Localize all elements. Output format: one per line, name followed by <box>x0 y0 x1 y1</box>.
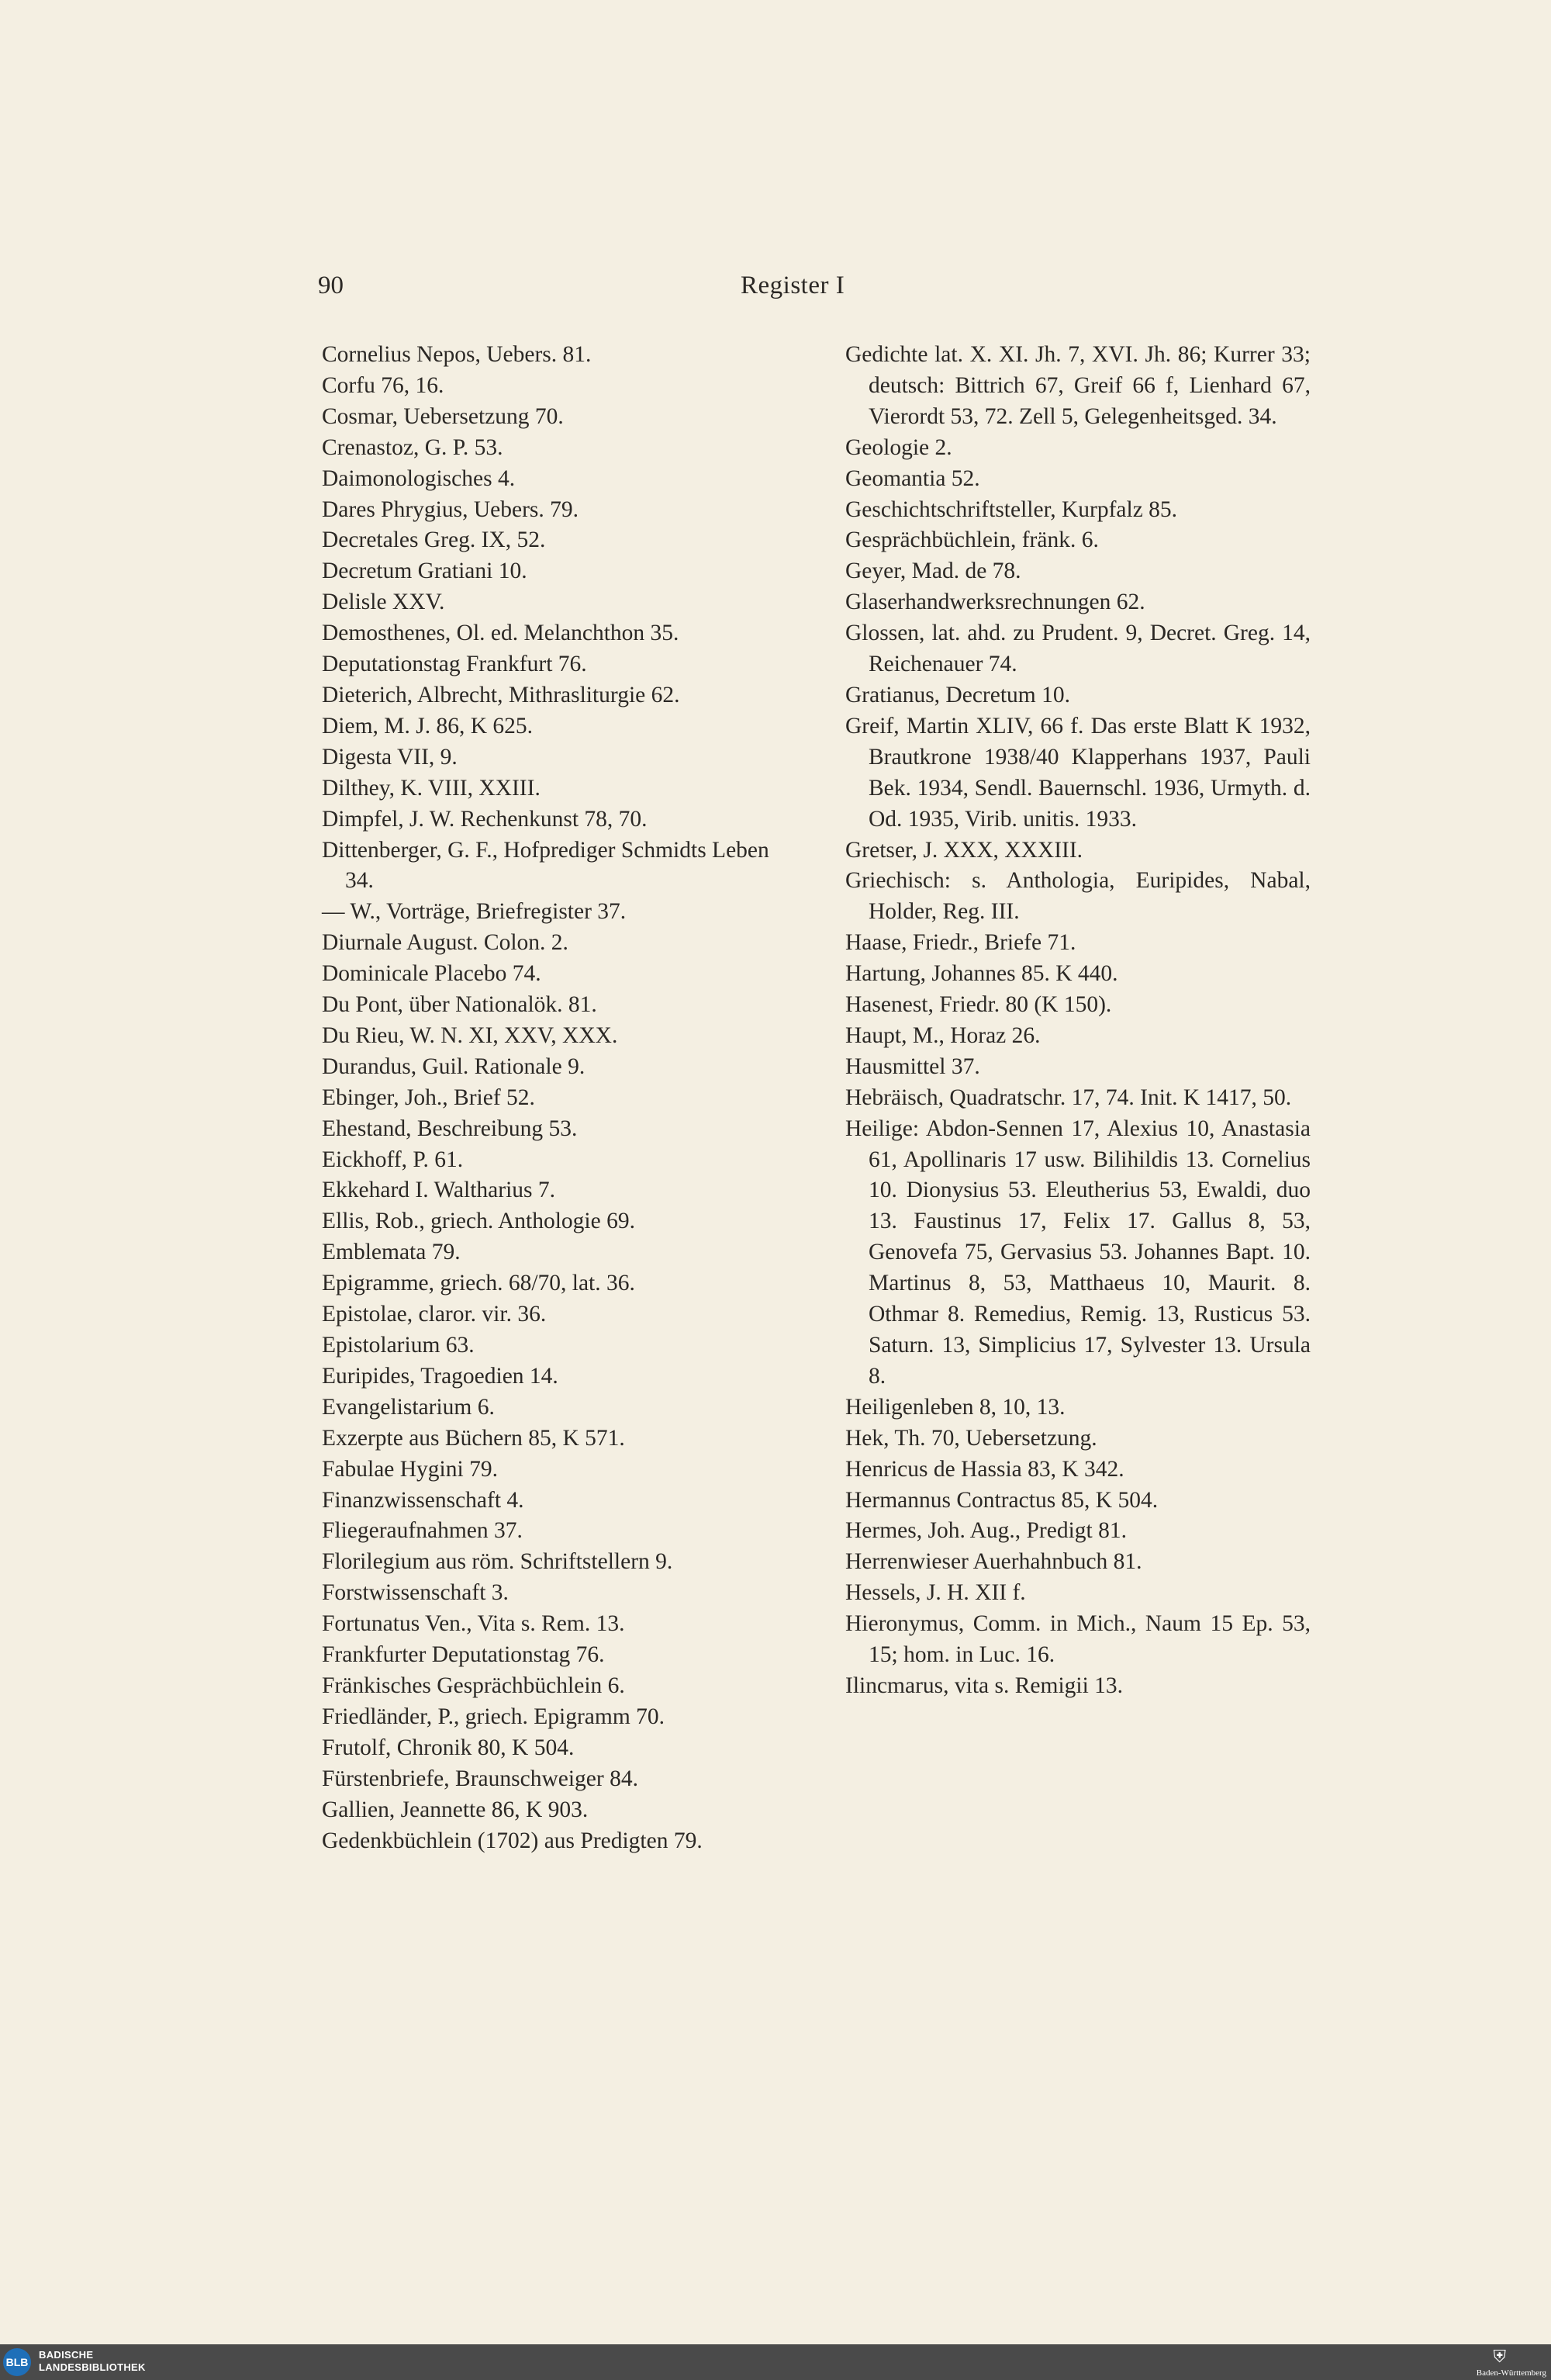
index-entry: Hek, Th. 70, Uebersetzung. <box>845 1425 1097 1451</box>
index-entry: Fortunatus Ven., Vita s. Rem. 13. <box>322 1611 625 1637</box>
index-entry: Deputationstag Frankfurt 76. <box>322 652 587 677</box>
index-entry: Dominicale Placebo 74. <box>322 961 541 987</box>
index-entry: Henricus de Hassia 83, K 342. <box>845 1456 1124 1482</box>
index-entry: Fränkisches Gesprächbüchlein 6. <box>322 1673 625 1698</box>
index-entry: Dieterich, Albrecht, Mithrasliturgie 62. <box>322 682 680 707</box>
page-number: 90 <box>318 272 344 299</box>
index-entry: Hartung, Johannes 85. K 440. <box>845 961 1118 987</box>
index-entry: Hausmittel 37. <box>845 1053 980 1079</box>
page-header <box>318 272 1326 318</box>
index-entry: Ebinger, Joh., Brief 52. <box>322 1084 535 1110</box>
index-column-right <box>845 340 1311 1702</box>
index-entry: Geyer, Mad. de 78. <box>845 559 1021 584</box>
digitization-footer <box>0 2344 1551 2380</box>
blb-logo: BLB <box>3 2348 31 2376</box>
index-entry: Daimonologisches 4. <box>322 465 516 491</box>
index-entry: Cosmar, Uebersetzung 70. <box>322 403 564 429</box>
index-entry: Hermes, Joh. Aug., Predigt 81. <box>845 1518 1127 1544</box>
index-entry: Ilincmarus, vita s. Remigii 13. <box>845 1673 1124 1698</box>
index-entry: Forstwissenschaft 3. <box>322 1580 509 1606</box>
index-entry: Crenastoz, G. P. 53. <box>322 434 503 460</box>
index-entry: Digesta VII, 9. <box>322 744 458 770</box>
index-entry: Evangelistarium 6. <box>322 1394 495 1420</box>
index-entry: Geschichtschriftsteller, Kurpfalz 85. <box>845 496 1178 522</box>
index-entry: Haase, Friedr., Briefe 71. <box>845 930 1076 956</box>
index-entry: Ellis, Rob., griech. Anthologie 69. <box>322 1209 635 1234</box>
index-entry: Ehestand, Beschreibung 53. <box>322 1116 578 1141</box>
index-entry: Decretum Gratiani 10. <box>322 559 527 584</box>
index-entry-heilige: Heilige: Abdon-Sennen 17, Alexius 10, Anastasia 61, Apollinaris 17 usw. Bilihildis 13. Cornelius 10. Dionysius 53. Eleutherius 53, Ewaldi, duo 13. Faustinus 17, Felix 17. Gallus 8, 53, Genovefa 75, Gervasius 53. Johannes Bapt. 10. Martinus 8, 53, Matthaeus 10, Maurit. 8. Othmar 8. Remedius, Remig. 13, Rusticus 53. Saturn. 13, Simplicius 17, Sylvester 13. Ursula 8. <box>845 1116 1311 1389</box>
index-entry: Fabulae Hygini 79. <box>322 1456 498 1482</box>
index-entry: Hasenest, Friedr. 80 (K 150). <box>845 992 1112 1018</box>
index-entry: Dilthey, K. VIII, XXIII. <box>322 775 541 801</box>
index-entry: Du Rieu, W. N. XI, XXV, XXX. <box>322 1022 618 1048</box>
index-column-left <box>322 340 787 1856</box>
index-entry: Heiligenleben 8, 10, 13. <box>845 1394 1066 1420</box>
index-entry: Ekkehard I. Waltharius 7. <box>322 1178 556 1203</box>
index-entry: Delisle XXV. <box>322 590 445 615</box>
index-entry: Exzerpte aus Büchern 85, K 571. <box>322 1425 625 1451</box>
index-entry: Greif, Martin XLIV, 66 f. Das erste Blatt K 1932, Brautkrone 1938/40 Klapperhans 1937, Pauli Bek. 1934, Sendl. Bauernschl. 1936, Urmyth. d. Od. 1935, Virib. unitis. 1933. <box>845 713 1311 832</box>
index-entry: Dimpfel, J. W. Rechenkunst 78, 70. <box>322 806 648 832</box>
index-entry: Griechisch: s. Anthologia, Euripides, Nabal, Holder, Reg. III. <box>845 868 1311 925</box>
index-entry: Demosthenes, Ol. ed. Melanchthon 35. <box>322 621 679 646</box>
index-entry: Finanzwissenschaft 4. <box>322 1487 524 1513</box>
index-entry: Du Pont, über Nationalök. 81. <box>322 992 597 1018</box>
index-entry: Eickhoff, P. 61. <box>322 1147 464 1172</box>
index-entry: Decretales Greg. IX, 52. <box>322 528 546 553</box>
index-entry: Dares Phrygius, Uebers. 79. <box>322 496 579 522</box>
library-name <box>39 2349 146 2374</box>
index-entry: Haupt, M., Horaz 26. <box>845 1022 1041 1048</box>
index-entry: Gretser, J. XXX, XXXIII. <box>845 837 1083 863</box>
index-entry: Epigramme, griech. 68/70, lat. 36. <box>322 1271 635 1296</box>
index-entry: Hebräisch, Quadratschr. 17, 74. Init. K 1417, 50. <box>845 1084 1292 1110</box>
index-entry: Gallien, Jeannette 86, K 903. <box>322 1797 589 1822</box>
index-entry: Frutolf, Chronik 80, K 504. <box>322 1735 575 1760</box>
coat-of-arms-icon: ⛨ <box>1493 2347 1506 2366</box>
index-entry: Gratianus, Decretum 10. <box>845 682 1070 707</box>
index-entry: Diurnale August. Colon. 2. <box>322 930 568 956</box>
state-label: Baden-Württemberg <box>1476 2368 1546 2378</box>
index-entry: Gesprächbüchlein, fränk. 6. <box>845 528 1099 553</box>
index-entry: Geomantia 52. <box>845 465 980 491</box>
running-head: Register I <box>741 272 845 299</box>
index-entry: Glaserhandwerksrechnungen 62. <box>845 590 1145 615</box>
index-entry: Hessels, J. H. XII f. <box>845 1580 1026 1606</box>
index-entry: Fürstenbriefe, Braunschweiger 84. <box>322 1766 638 1791</box>
index-entry: Frankfurter Deputationstag 76. <box>322 1642 605 1668</box>
index-entry: Durandus, Guil. Rationale 9. <box>322 1053 586 1079</box>
library-name-line1: BADISCHE <box>39 2349 94 2361</box>
index-entry: Dittenberger, G. F., Hofprediger Schmidts Leben 34. <box>322 837 769 894</box>
index-entry: Hermannus Contractus 85, K 504. <box>845 1487 1159 1513</box>
index-entry: Euripides, Tragoedien 14. <box>322 1363 558 1389</box>
index-entry: Epistolarium 63. <box>322 1333 475 1358</box>
index-entry: Corfu 76, 16. <box>322 372 444 398</box>
index-entry: Hieronymus, Comm. in Mich., Naum 15 Ep. 53, 15; hom. in Luc. 16. <box>845 1611 1311 1668</box>
index-entry: Herrenwieser Auerhahnbuch 81. <box>845 1549 1142 1575</box>
index-entry: Florilegium aus röm. Schriftstellern 9. <box>322 1549 673 1575</box>
index-entry: Geologie 2. <box>845 434 952 460</box>
index-entry: Glossen, lat. ahd. zu Prudent. 9, Decret. Greg. 14, Reichenauer 74. <box>845 621 1311 677</box>
index-entry: — W., Vorträge, Briefregister 37. <box>322 899 627 925</box>
index-entry: Epistolae, claror. vir. 36. <box>322 1302 547 1327</box>
index-entry: Cornelius Nepos, Uebers. 81. <box>322 342 592 367</box>
index-entry: Emblemata 79. <box>322 1240 461 1265</box>
index-entry: Diem, M. J. 86, K 625. <box>322 713 534 739</box>
index-entry: Gedichte lat. X. XI. Jh. 7, XVI. Jh. 86; Kurrer 33; deutsch: Bittrich 67, Greif 66 f, Lienhard 67, Vierordt 53, 72. Zell 5, Gelegenheitsged. 34. <box>845 342 1311 429</box>
index-entry: Friedländer, P., griech. Epigramm 70. <box>322 1704 665 1729</box>
index-entry: Gedenkbüchlein (1702) aus Predigten 79. <box>322 1828 703 1853</box>
library-name-line2: LANDESBIBLIOTHEK <box>39 2361 146 2373</box>
index-entry: Fliegeraufnahmen 37. <box>322 1518 523 1544</box>
